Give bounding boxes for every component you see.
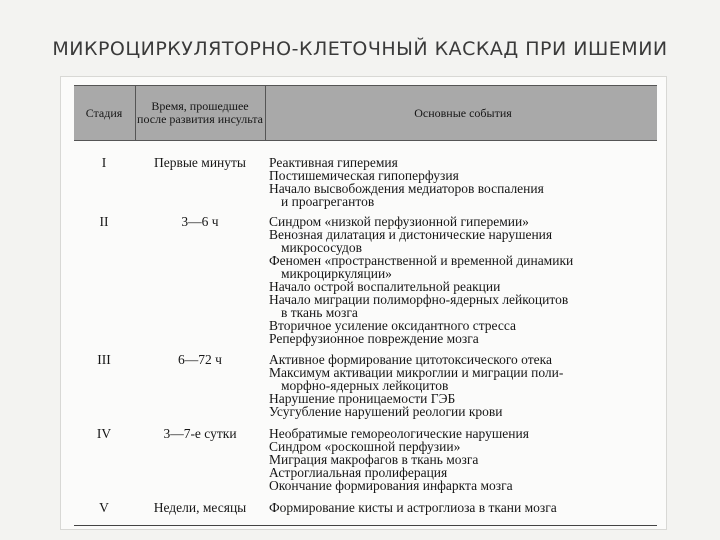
events-cell (269, 501, 657, 514)
stage-cell: III (97, 352, 111, 367)
event-line: в ткань мозга (281, 305, 358, 320)
event-line: Формирование кисты и астроглиоза в ткани мозга (269, 500, 557, 515)
event-line: и проагрегантов (281, 194, 375, 209)
events-cell (269, 215, 657, 345)
event-line: Начало миграции полиморфно-ядерных лейкоцитов (269, 292, 569, 307)
events-cell (269, 353, 657, 418)
event-line: Синдром «низкой перфузионной гиперемии» (269, 214, 529, 229)
event-line: микрососудов (281, 240, 362, 255)
header-divider (135, 86, 136, 140)
event-line: Реперфузионное повреждение мозга (269, 331, 479, 346)
header-stage: Стадия (85, 105, 123, 120)
scanned-table-image (60, 76, 667, 530)
event-line: Начало высвобождения медиаторов воспаления (269, 181, 544, 196)
stage-cell: II (99, 214, 109, 229)
table-row (74, 156, 657, 208)
table-row (74, 215, 657, 345)
header-time: Время, прошедшее после развития инсульта (137, 99, 263, 126)
slide-title: МИКРОЦИРКУЛЯТОРНО-КЛЕТОЧНЫЙ КАСКАД ПРИ ИШЕМИИ (52, 38, 668, 60)
event-line: Активное формирование цитотоксического отека (269, 352, 552, 367)
event-line: Необратимые гемореологические нарушения (269, 426, 529, 441)
time-cell: 3—7-е сутки (163, 426, 237, 441)
event-line: Максимум активации микроглии и миграции поли- (269, 365, 564, 380)
table-row (74, 353, 657, 418)
header-divider (265, 86, 266, 140)
event-line: Феномен «пространственной и временной динамики (269, 253, 574, 268)
table-row (74, 501, 657, 514)
event-line: морфно-ядерных лейкоцитов (281, 378, 449, 393)
table-header (74, 85, 657, 141)
table-row (74, 427, 657, 492)
event-line: Постишемическая гипоперфузия (269, 168, 459, 183)
event-line: Астроглиальная пролиферация (269, 465, 448, 480)
header-events: Основные события (414, 105, 512, 120)
event-line: Усугубление нарушений реологии крови (269, 404, 503, 419)
event-line: Вторичное усиление оксидантного стресса (269, 318, 517, 333)
event-line: Реактивная гиперемия (269, 155, 398, 170)
event-line: Нарушение проницаемости ГЭБ (269, 391, 456, 406)
event-line: Окончание формирования инфаркта мозга (269, 478, 513, 493)
time-cell: 6—72 ч (178, 352, 222, 367)
time-cell: Недели, месяцы (153, 500, 247, 515)
events-cell (269, 427, 657, 492)
event-line: Начало острой воспалительной реакции (269, 279, 501, 294)
event-line: микроциркуляции» (281, 266, 392, 281)
event-line: Миграция макрофагов в ткань мозга (269, 452, 479, 467)
table-bottom-rule (74, 525, 657, 526)
stage-cell: I (101, 155, 107, 170)
stages-table (74, 85, 657, 514)
stage-cell: V (99, 500, 109, 515)
stage-cell: IV (96, 426, 112, 441)
time-cell: Первые минуты (153, 155, 246, 170)
time-cell: 3—6 ч (181, 214, 219, 229)
event-line: Синдром «роскошной перфузии» (269, 439, 461, 454)
event-line: Венозная дилатация и дистонические нарушения (269, 227, 553, 242)
events-cell (269, 156, 657, 208)
